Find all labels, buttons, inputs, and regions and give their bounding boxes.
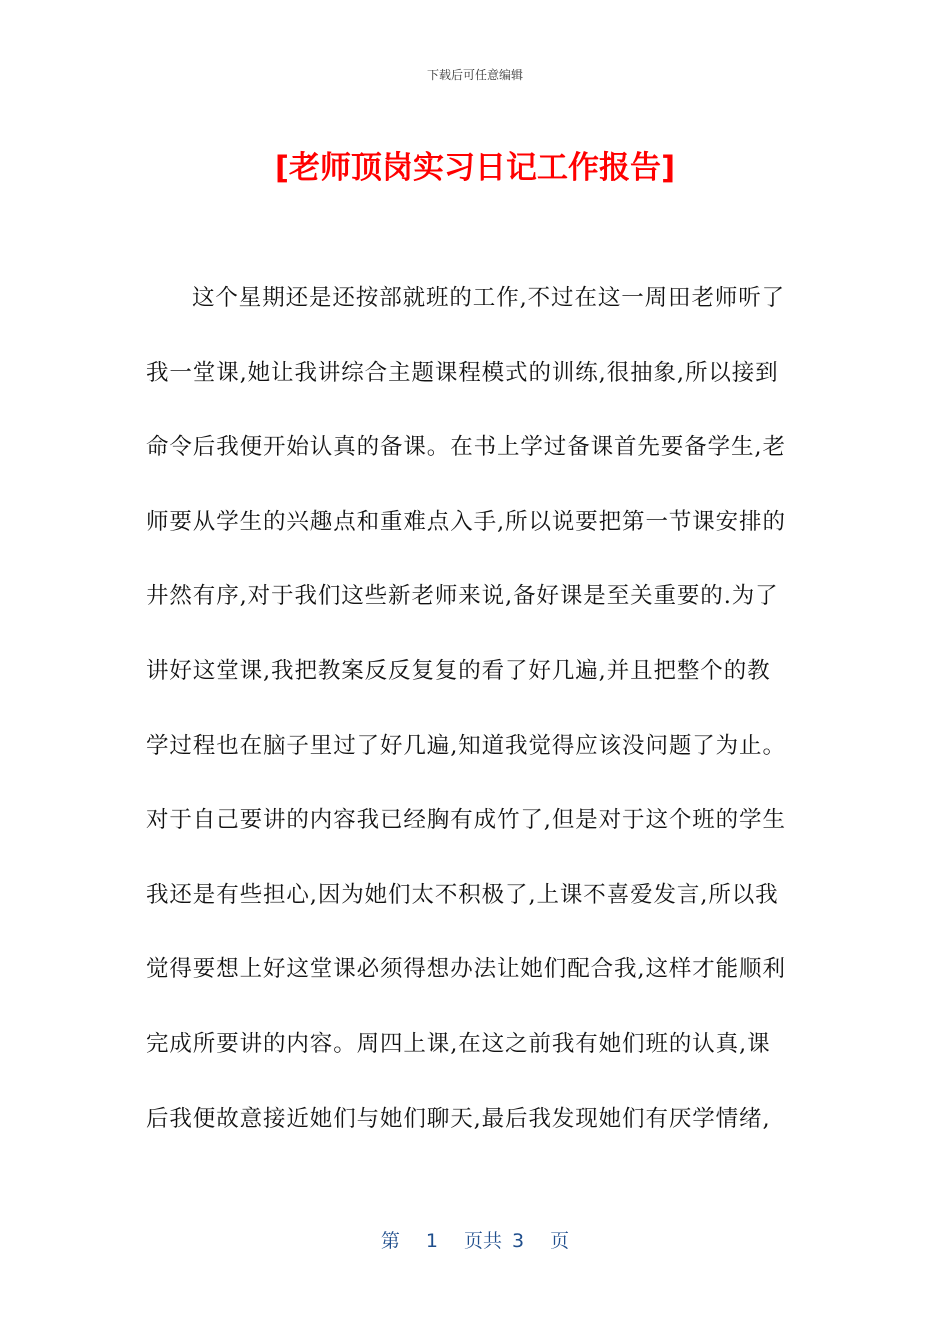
paragraph-line: 师要从学生的兴趣点和重难点入手,所以说要把第一节课安排的	[146, 508, 786, 535]
paragraph-line: 我一堂课,她让我讲综合主题课程模式的训练,很抽象,所以接到	[146, 359, 779, 386]
page-label-middle: 页共	[463, 1230, 502, 1252]
paragraph-line: 命令后我便开始认真的备课。在书上学过备课首先要备学生,老	[146, 434, 786, 461]
paragraph-line: 完成所要讲的内容。周四上课,在这之前我有她们班的认真,课	[146, 1030, 771, 1057]
paragraph-line: 我还是有些担心,因为她们太不积极了,上课不喜爱发言,所以我	[146, 881, 779, 908]
page-number: 1	[425, 1230, 438, 1252]
paragraph-line: 讲好这堂课,我把教案反反复复的看了好几遍,并且把整个的教	[146, 657, 771, 684]
paragraph-line: 学过程也在脑子里过了好几遍,知道我觉得应该没问题了为止。	[146, 732, 786, 759]
paragraph-line: 对于自己要讲的内容我已经胸有成竹了,但是对于这个班的学生	[146, 807, 786, 834]
header-note: 下载后可任意编辑	[426, 68, 523, 82]
document-body	[146, 276, 806, 1171]
paragraph-line: 后我便故意接近她们与她们聊天,最后我发现她们有厌学情绪,	[146, 1105, 771, 1132]
paragraph-line: 井然有序,对于我们这些新老师来说,备好课是至关重要的.为了	[146, 583, 779, 610]
paragraph-line: 这个星期还是还按部就班的工作,不过在这一周田老师听了	[192, 285, 786, 311]
page-total: 3	[512, 1230, 525, 1252]
page-label-suffix: 页	[550, 1230, 570, 1252]
page-footer	[0, 1226, 950, 1253]
document-title: [老师顶岗实习日记工作报告]	[274, 150, 676, 186]
page-label-prefix: 第	[380, 1230, 400, 1252]
paragraph-line: 觉得要想上好这堂课必须得想办法让她们配合我,这样才能顺利	[146, 956, 786, 983]
